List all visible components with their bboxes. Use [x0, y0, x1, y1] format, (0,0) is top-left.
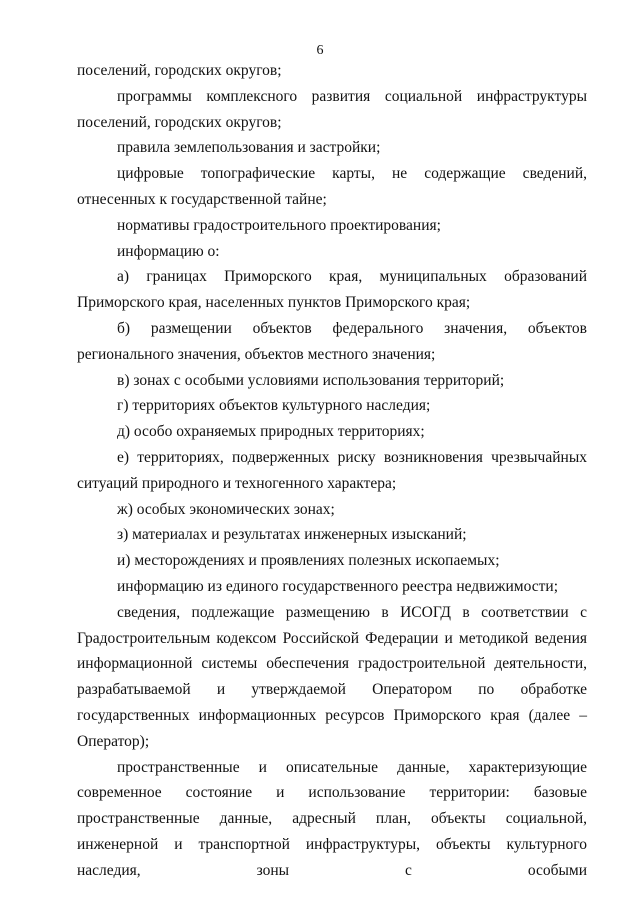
paragraph: и) месторождениях и проявлениях полезных ископаемых; — [117, 552, 500, 570]
paragraph: программы комплексного развития социальной инфраструктуры — [117, 87, 587, 105]
paragraph: ж) особых экономических зонах; — [117, 500, 335, 518]
paragraph: пространственные и описательные данные, характеризующие современное состояние и использование территории: базовые пространственные данные, адресный план, объекты социальной, инженерной и транспортной инфраструктуры, объекты культурного наследия, зоны с особыми — [77, 758, 587, 879]
paragraph: в) зонах с особыми условиями использования территорий; — [117, 371, 505, 389]
paragraph: а) границах Приморского края, муниципальных образований Приморского края, населенных пунктов Приморского края; — [77, 268, 587, 312]
paragraph: информацию о: — [117, 242, 220, 260]
paragraph: цифровые топографические карты, не содержащие сведений, отнесенных к государственной тайне; — [77, 165, 587, 208]
paragraph: г) территориях объектов культурного наследия; — [117, 397, 431, 415]
paragraph: е) территориях, подверженных риску возникновения чрезвычайных ситуаций природного и техногенного характера; — [77, 448, 587, 492]
paragraph: з) материалах и результатах инженерных изысканий; — [117, 526, 467, 544]
paragraph: поселений, городских округов; — [77, 113, 282, 131]
paragraph: нормативы градостроительного проектирования; — [117, 216, 441, 234]
document-body — [77, 58, 587, 884]
paragraph: поселений, городских округов; — [77, 62, 282, 79]
paragraph: б) размещении объектов федерального значения, объектов регионального значения, объектов местного значения; — [77, 319, 587, 363]
paragraph: информацию из единого государственного реестра недвижимости; — [117, 577, 559, 595]
paragraph: правила землепользования и застройки; — [117, 139, 381, 157]
paragraph: сведения, подлежащие размещению в ИСОГД в соответствии с Градостроительным кодексом Российской Федерации и методикой ведения информационной системы обеспечения градостроительной деятельности, разрабатываемой и утверждаемой Оператором по обработке государственных информационных ресурсов Приморского края (далее – Оператор); — [77, 603, 587, 750]
page-number: 6 — [316, 43, 324, 58]
paragraph: д) особо охраняемых природных территориях; — [117, 423, 425, 441]
